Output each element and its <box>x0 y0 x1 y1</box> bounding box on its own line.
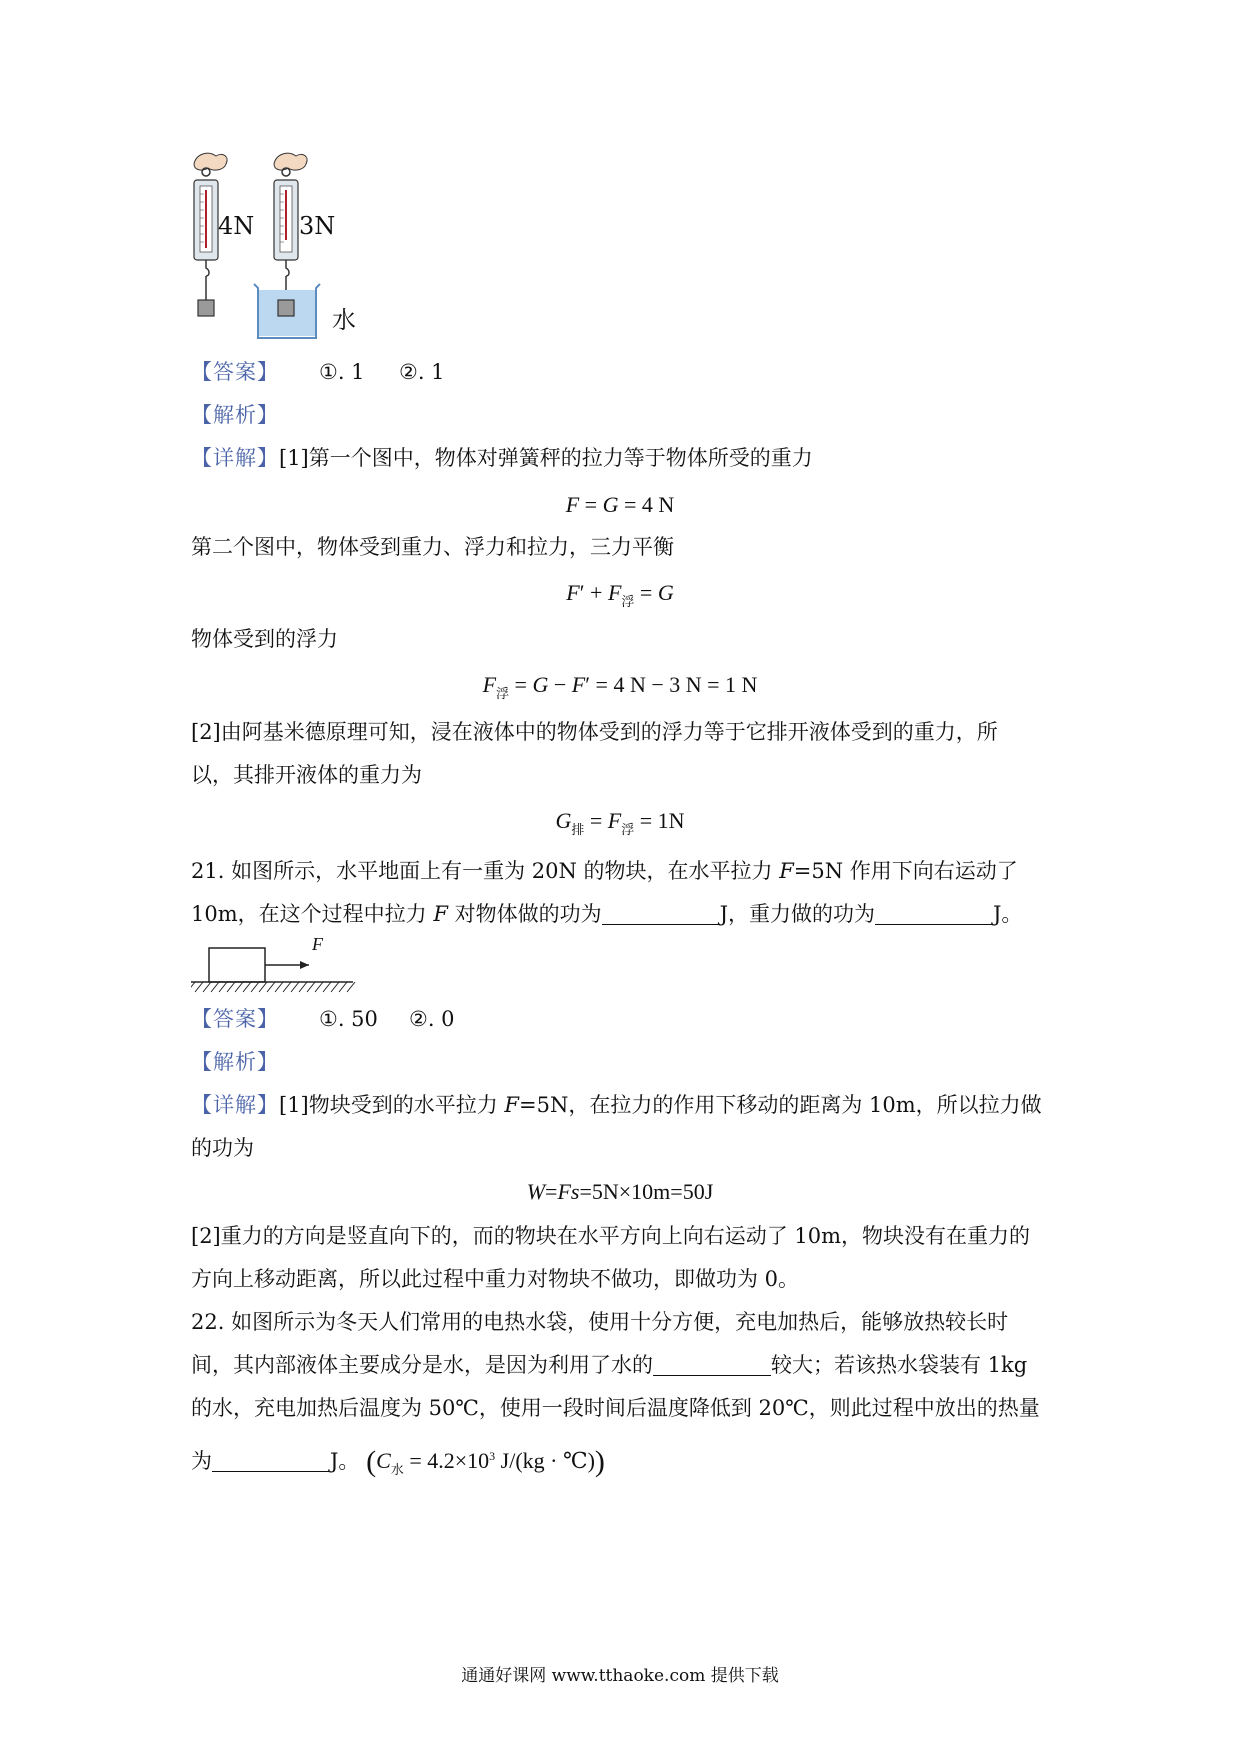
formula-subscript: 水 <box>390 1462 404 1477</box>
formula-text: ′ = 4 N − 3 N = 1 N <box>585 672 758 697</box>
analysis-tag: 【解析】 <box>191 1050 279 1074</box>
q20-detail-line-1 <box>191 443 813 473</box>
answer-blank[interactable] <box>602 902 720 925</box>
block-force-diagram <box>191 938 361 994</box>
water-label: 水 <box>332 306 356 334</box>
question-text: 10m，在这个过程中拉力 <box>191 902 434 926</box>
answer-tag: 【答案】 <box>191 360 279 384</box>
q20-line-4: [2]由阿基米德原理可知，浸在液体中的物体受到的浮力等于它排开液体受到的重力，所 <box>191 720 998 744</box>
formula-text: = <box>634 580 658 605</box>
spring-scale-figure <box>186 150 386 350</box>
reading-label-4n: 4N <box>218 212 255 240</box>
question-text: 对物体做的功为 <box>447 902 602 926</box>
q21-detail-line-1 <box>191 1090 1042 1120</box>
reading-label-3n: 3N <box>299 212 336 240</box>
question-text: =5N 作用下向右运动了 <box>793 859 1018 883</box>
answer-tag: 【答案】 <box>191 1007 279 1031</box>
formula-paren: ) <box>594 1445 605 1478</box>
formula-symbol: F <box>565 492 580 517</box>
q20-formula-2 <box>0 578 1240 617</box>
formula-text: = <box>584 808 608 833</box>
q20-formula-4 <box>0 806 1240 845</box>
q21-answer-2: ②. 0 <box>409 1007 455 1031</box>
q22-line-2 <box>191 1350 1027 1380</box>
answer-blank[interactable] <box>212 1449 330 1472</box>
formula-symbol: F <box>571 672 586 697</box>
formula-symbol: Fs <box>557 1179 580 1204</box>
formula-symbol: F <box>482 672 497 697</box>
page-footer: 通通好课网 www.tthaoke.com 提供下载 <box>461 1666 779 1686</box>
q21-formula <box>0 1177 1240 1207</box>
formula-symbol: G <box>657 580 674 605</box>
question-text: J。 <box>330 1449 360 1473</box>
q21-gravity-line-1: [2]重力的方向是竖直向下的，而的物块在水平方向上向右运动了 10m，物块没有在重力的 <box>191 1224 1031 1248</box>
formula-subscript: 浮 <box>621 822 635 837</box>
question-text: 间，其内部液体主要成分是水，是因为利用了水的 <box>191 1353 653 1377</box>
question-text: 21. 如图所示，水平地面上有一重为 20N 的物块，在水平拉力 <box>191 859 780 883</box>
formula-superscript: 3 <box>489 1449 496 1463</box>
formula-text: = <box>579 492 603 517</box>
q20-answer-2: ②. 1 <box>399 360 445 384</box>
specific-heat-formula <box>366 1445 605 1478</box>
formula-symbol: G <box>555 808 572 833</box>
q21-line-2 <box>191 899 1022 929</box>
q20-formula-1 <box>0 490 1240 520</box>
formula-symbol: F <box>504 1093 519 1117</box>
q21-detail-line-2: 的功为 <box>191 1136 254 1160</box>
formula-text: J/(kg · ℃) <box>495 1448 595 1473</box>
formula-symbol: F <box>607 580 622 605</box>
q22-line-3: 的水，充电加热后温度为 50℃，使用一段时间后温度降低到 20℃，则此过程中放出的热量 <box>191 1396 1040 1420</box>
formula-subscript: 浮 <box>621 594 635 609</box>
q20-formula-3 <box>0 670 1240 709</box>
formula-symbol: G <box>532 672 549 697</box>
spring-scale-diagram <box>186 150 386 350</box>
q21-answer-line <box>191 1004 591 1034</box>
formula-paren: ( <box>366 1445 377 1478</box>
q20-line-3: 物体受到的浮力 <box>191 627 338 651</box>
question-text: 为 <box>191 1449 212 1473</box>
formula-text: ′ + <box>579 580 608 605</box>
q21-line-1 <box>191 856 1018 886</box>
spring-scale-right <box>254 153 320 338</box>
force-label: F <box>312 934 323 954</box>
q20-line-2: 第二个图中，物体受到重力、浮力和拉力，三力平衡 <box>191 535 674 559</box>
formula-symbol: F <box>607 808 622 833</box>
formula-text: =5N×10m=50J <box>579 1179 714 1204</box>
analysis-tag: 【解析】 <box>191 403 279 427</box>
answer-blank[interactable] <box>875 902 993 925</box>
answer-blank[interactable] <box>653 1353 771 1376</box>
q21-gravity-line-2: 方向上移动距离，所以此过程中重力对物块不做功，即做功为 0。 <box>191 1267 800 1291</box>
q20-detail-text-1: [1]第一个图中，物体对弹簧秤的拉力等于物体所受的重力 <box>279 446 813 470</box>
formula-text: = 1N <box>634 808 685 833</box>
detail-tag: 【详解】 <box>191 446 279 470</box>
formula-text: = <box>509 672 533 697</box>
detail-text: [1]物块受到的水平拉力 <box>279 1093 505 1117</box>
formula-text: = 4.2×10 <box>403 1448 490 1473</box>
q22-line-1: 22. 如图所示为冬天人们常用的电热水袋，使用十分方便，充电加热后，能够放热较长时 <box>191 1310 1009 1334</box>
q20-line-5: 以，其排开液体的重力为 <box>191 763 422 787</box>
formula-symbol: F <box>433 902 448 926</box>
question-text: J，重力做的功为 <box>719 902 875 926</box>
formula-text: = 4 N <box>618 492 675 517</box>
formula-subscript: 浮 <box>496 686 510 701</box>
detail-text: =5N，在拉力的作用下移动的距离为 10m，所以拉力做 <box>519 1093 1042 1117</box>
q20-answer-line <box>191 357 591 387</box>
q21-answer-1: ①. 50 <box>319 1007 378 1031</box>
question-text: J。 <box>993 902 1023 926</box>
formula-symbol: C <box>376 1448 391 1473</box>
block-force-figure <box>191 934 361 994</box>
formula-text: = <box>545 1179 558 1204</box>
q22-line-4 <box>191 1441 605 1485</box>
q20-answer-1: ①. 1 <box>319 360 365 384</box>
formula-text: − <box>548 672 572 697</box>
formula-symbol: G <box>602 492 619 517</box>
formula-subscript: 排 <box>571 822 585 837</box>
formula-symbol: F <box>779 859 794 883</box>
formula-symbol: F <box>566 580 580 605</box>
formula-symbol: W <box>526 1179 546 1204</box>
detail-tag: 【详解】 <box>191 1093 279 1117</box>
question-text: 较大；若该热水袋装有 1kg <box>771 1353 1028 1377</box>
